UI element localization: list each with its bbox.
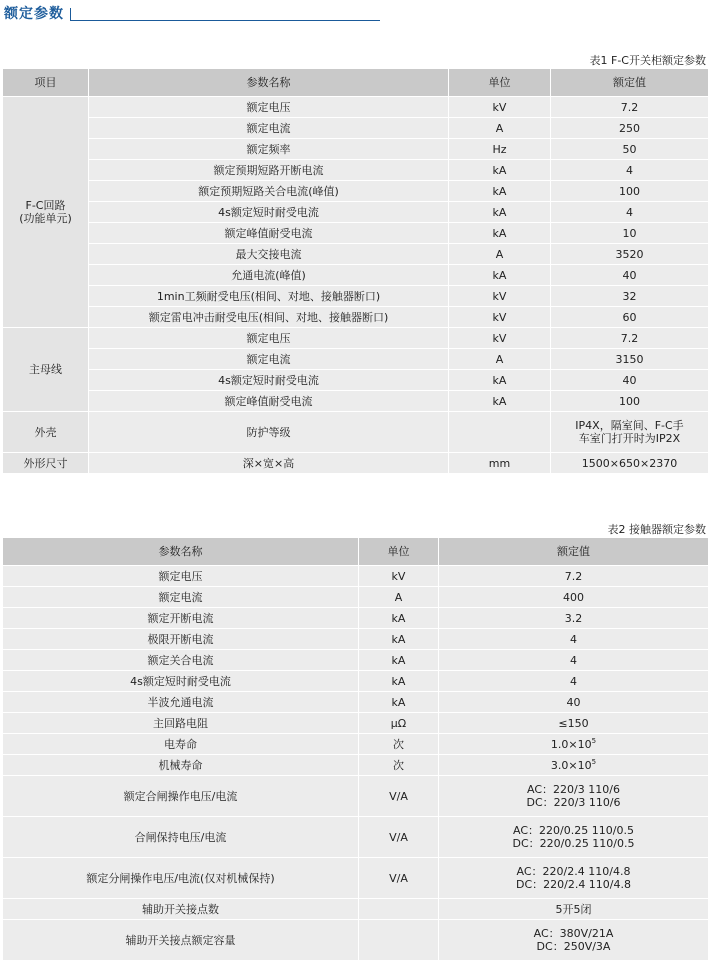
table-row [3,587,709,608]
param-name: 半波允通电流 [3,692,359,713]
table-row [3,265,709,286]
param-unit: kA [449,181,551,202]
table-row [3,412,709,453]
param-unit: A [359,587,439,608]
col-header-value: 额定值 [551,69,709,97]
col-header-item: 项目 [3,69,89,97]
param-name: 额定开断电流 [3,608,359,629]
param-unit: 次 [359,734,439,755]
param-unit: A [449,118,551,139]
param-value: 5开5闭 [439,899,709,920]
param-value: 250 [551,118,709,139]
table2-caption: 表2 接触器额定参数 [607,523,706,536]
param-name: 额定电流 [89,349,449,370]
param-name: 额定预期短路关合电流(峰值) [89,181,449,202]
table-row [3,118,709,139]
param-value: AC：380V/21A DC：250V/3A [439,920,709,961]
table-row [3,223,709,244]
param-name: 4s额定短时耐受电流 [89,370,449,391]
table-row [3,139,709,160]
param-unit [449,412,551,453]
param-unit: kA [359,629,439,650]
param-unit: kV [449,307,551,328]
table-row [3,391,709,412]
section-header [4,2,374,22]
table1-header-row [3,69,709,97]
table-row [3,328,709,349]
param-name: 额定预期短路开断电流 [89,160,449,181]
param-name: 电寿命 [3,734,359,755]
param-value: AC：220/0.25 110/0.5 DC：220/0.25 110/0.5 [439,817,709,858]
param-name: 额定峰值耐受电流 [89,391,449,412]
param-name: 额定频率 [89,139,449,160]
param-unit: kV [449,97,551,118]
param-unit: V/A [359,858,439,899]
table-row [3,920,709,961]
param-unit: 次 [359,755,439,776]
param-name: 额定电压 [3,566,359,587]
param-unit: kA [359,608,439,629]
param-unit: kA [449,202,551,223]
col-header-value: 额定值 [439,538,709,566]
table-row [3,349,709,370]
param-unit: V/A [359,817,439,858]
param-unit: A [449,349,551,370]
group-main-busbar: 主母线 [3,328,89,412]
param-unit: kA [449,370,551,391]
group-enclosure: 外壳 [3,412,89,453]
param-value: AC：220/2.4 110/4.8 DC：220/2.4 110/4.8 [439,858,709,899]
table-row [3,244,709,265]
param-value: 4 [551,202,709,223]
param-value: $1.0\times 10^5$ [439,734,709,755]
header-rule [70,20,380,21]
param-name: 防护等级 [89,412,449,453]
param-unit: A [449,244,551,265]
table-row [3,899,709,920]
param-value: $3.0\times 10^5$ [439,755,709,776]
param-value: 3.2 [439,608,709,629]
param-name: 额定电压 [89,97,449,118]
param-unit: kA [359,692,439,713]
param-unit: mm [449,453,551,474]
contactor-table [2,537,709,961]
param-name: 极限开断电流 [3,629,359,650]
param-name: 额定峰值耐受电流 [89,223,449,244]
col-header-param: 参数名称 [89,69,449,97]
param-name: 额定电压 [89,328,449,349]
table1-caption: 表1 F-C开关柜额定参数 [589,54,706,67]
param-unit: kA [359,671,439,692]
table-row [3,566,709,587]
param-value: 50 [551,139,709,160]
table-row [3,608,709,629]
param-unit: μΩ [359,713,439,734]
param-value: IP4X，隔室间、F-C手 车室门打开时为IP2X [551,412,709,453]
group-dimensions: 外形尺寸 [3,453,89,474]
param-value: 100 [551,181,709,202]
param-value: 400 [439,587,709,608]
param-unit: kA [449,391,551,412]
param-unit [359,920,439,961]
header-divider [70,8,71,20]
param-name: 机械寿命 [3,755,359,776]
table-row [3,629,709,650]
param-unit: V/A [359,776,439,817]
param-value: 4 [439,629,709,650]
param-unit: kA [449,223,551,244]
param-unit: kA [449,265,551,286]
param-unit: Hz [449,139,551,160]
col-header-unit: 单位 [359,538,439,566]
param-name: 额定分闸操作电压/电流(仅对机械保持) [3,858,359,899]
param-value: 3520 [551,244,709,265]
param-value: ≤150 [439,713,709,734]
param-unit: kV [449,286,551,307]
param-name: 额定关合电流 [3,650,359,671]
param-name: 最大交接电流 [89,244,449,265]
param-unit: kA [449,160,551,181]
param-name: 辅助开关接点数 [3,899,359,920]
table-row [3,755,709,776]
table-row [3,776,709,817]
table-row [3,650,709,671]
param-unit: kA [359,650,439,671]
table-row [3,160,709,181]
param-value: 7.2 [551,97,709,118]
param-value: 4 [439,671,709,692]
param-name: 额定合闸操作电压/电流 [3,776,359,817]
param-name: 4s额定短时耐受电流 [3,671,359,692]
param-name: 1min工频耐受电压(相间、对地、接触器断口) [89,286,449,307]
param-value: AC：220/3 110/6 DC：220/3 110/6 [439,776,709,817]
param-value: 60 [551,307,709,328]
param-value: 10 [551,223,709,244]
param-name: 额定电流 [3,587,359,608]
table-row [3,181,709,202]
param-unit: kV [449,328,551,349]
param-name: 4s额定短时耐受电流 [89,202,449,223]
section-title: 额定参数 [4,6,64,22]
param-name: 辅助开关接点额定容量 [3,920,359,961]
param-value: 40 [551,370,709,391]
param-value: 4 [551,160,709,181]
table-row [3,286,709,307]
param-name: 允通电流(峰值) [89,265,449,286]
param-value: 3150 [551,349,709,370]
param-name: 主回路电阻 [3,713,359,734]
table-row [3,307,709,328]
param-name: 额定雷电冲击耐受电压(相间、对地、接触器断口) [89,307,449,328]
table-row [3,97,709,118]
param-unit [359,899,439,920]
param-value: 1500×650×2370 [551,453,709,474]
param-value: 40 [551,265,709,286]
table-row [3,370,709,391]
param-name: 额定电流 [89,118,449,139]
table-row [3,734,709,755]
table-row [3,858,709,899]
table-row [3,453,709,474]
param-value: 7.2 [439,566,709,587]
param-value: 40 [439,692,709,713]
param-unit: kV [359,566,439,587]
table-row [3,202,709,223]
param-name: 深×宽×高 [89,453,449,474]
table-row [3,692,709,713]
col-header-param: 参数名称 [3,538,359,566]
table-row [3,671,709,692]
param-value: 7.2 [551,328,709,349]
param-name: 合闸保持电压/电流 [3,817,359,858]
fc-switchgear-table [2,68,709,474]
group-fc-circuit: F-C回路 (功能单元) [3,97,89,328]
param-value: 100 [551,391,709,412]
table2-header-row [3,538,709,566]
table-row [3,817,709,858]
col-header-unit: 单位 [449,69,551,97]
param-value: 4 [439,650,709,671]
table-row [3,713,709,734]
param-value: 32 [551,286,709,307]
